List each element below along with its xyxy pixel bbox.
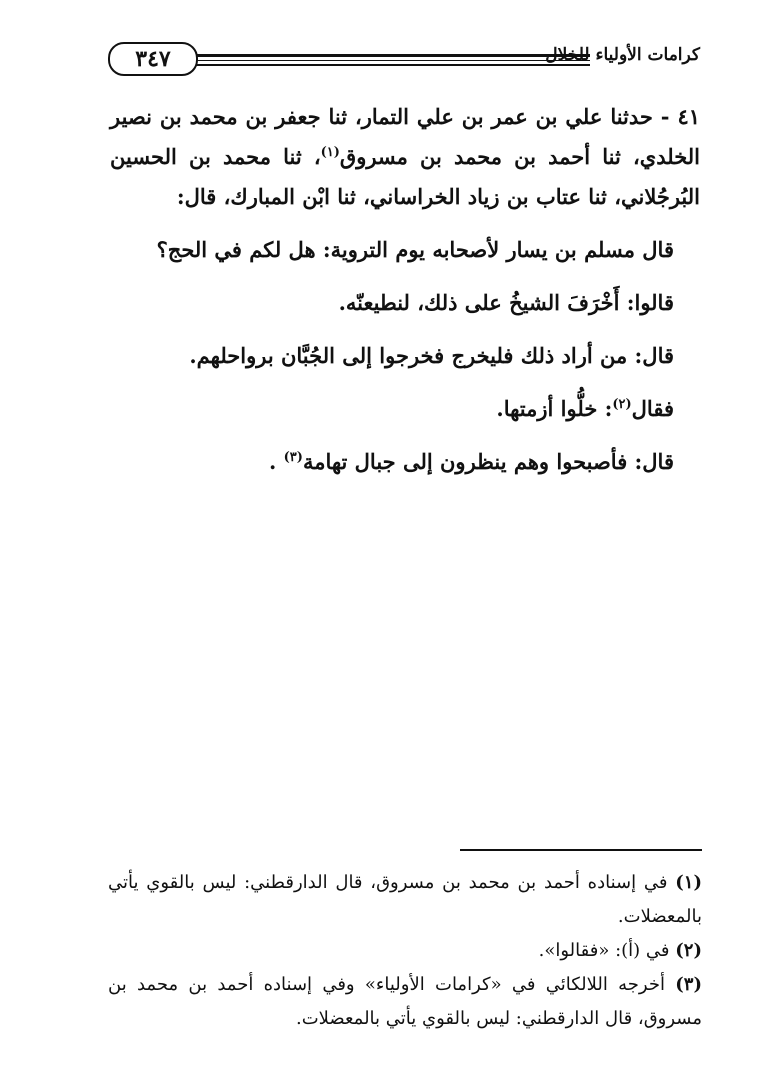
dialog-line	[110, 382, 674, 435]
book-title: كرامات الأولياء للخلال	[545, 45, 700, 65]
footnote-ref: (٢)	[612, 397, 632, 412]
footnote-ref: (١)	[320, 145, 340, 160]
dialog-line	[110, 435, 674, 488]
dialog-line: قال: من أراد ذلك فليخرج فخرجوا إلى الجُبَّان برواحلهم.	[189, 343, 674, 368]
header-rule	[196, 60, 590, 61]
header-rule	[196, 54, 590, 57]
footnote-number: (٢)	[675, 940, 702, 961]
dialog-line: قالوا: أَخْرَفَ الشيخُ على ذلك، لنطيعنّه.	[338, 290, 674, 315]
hadith-paragraph	[110, 97, 700, 217]
hadith-text: ٤١ - حدثنا علي بن عمر بن علي التمار، ثنا جعفر بن محمد بن نصير الخلدي، ثنا أحمد بن محمد بن مسروق	[110, 104, 700, 169]
footnote-number: (١)	[675, 872, 702, 893]
dialog-text: .	[269, 449, 284, 474]
dialog-text: فقال	[631, 396, 674, 421]
footnotes	[108, 866, 702, 1036]
footnote-item	[108, 934, 702, 968]
main-text	[110, 97, 700, 488]
footnote-item	[108, 968, 702, 1036]
footnote-item	[108, 866, 702, 934]
footnote-text: في إسناده أحمد بن محمد بن مسروق، قال الدارقطني: ليس بالقوي يأتي بالمعضلات.	[108, 872, 702, 927]
dialog-text: قال: فأصبحوا وهم ينظرون إلى جبال تهامة	[302, 449, 674, 474]
dialog-block	[110, 223, 700, 488]
page-number: ٣٤٧	[108, 42, 198, 76]
footnote-text: أخرجه اللالكائي في «كرامات الأولياء» وفي إسناده أحمد بن محمد بن مسروق، قال الدارقطني: ليس بالقوي يأتي بالمعضلات.	[108, 974, 702, 1029]
header-rule	[196, 64, 590, 66]
footnote-separator	[460, 849, 702, 851]
footnote-text: في (أ): «فقالوا».	[538, 940, 670, 961]
hadith-text-cont: ، ثنا محمد بن الحسين البُرجُلاني، ثنا عتاب بن زياد الخراساني، ثنا ابْن المبارك، قال:	[110, 144, 700, 209]
footnote-number: (٣)	[675, 974, 702, 995]
dialog-line: قال مسلم بن يسار لأصحابه يوم التروية: هل لكم في الحج؟	[156, 237, 674, 262]
footnote-ref: (٣)	[283, 450, 303, 465]
dialog-text: : خلُّوا أزمتها.	[496, 396, 613, 421]
page-header	[100, 40, 700, 80]
